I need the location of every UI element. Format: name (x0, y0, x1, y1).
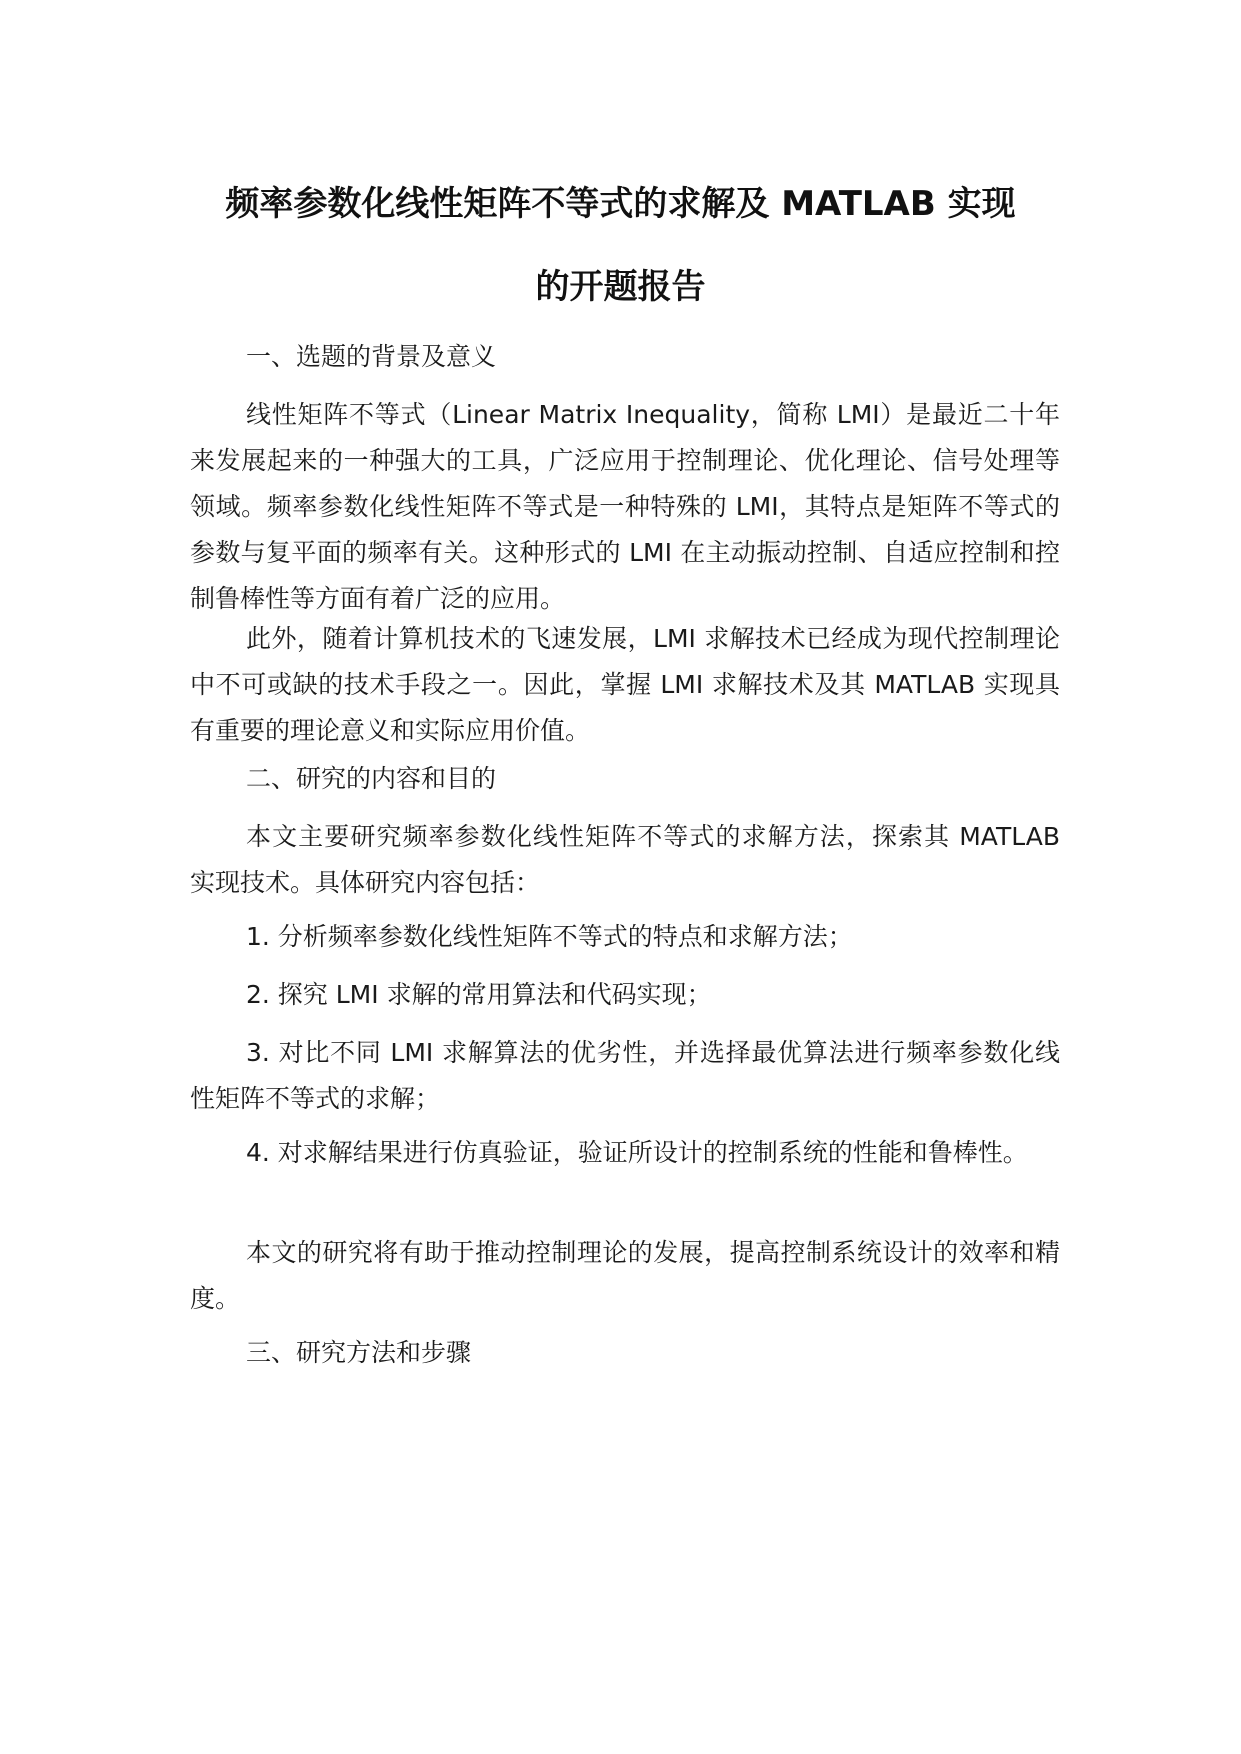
document-title-line1: 频率参数化线性矩阵不等式的求解及 MATLAB 实现 (225, 184, 1016, 224)
list-item-2: 2. 探究 LMI 求解的常用算法和代码实现； (246, 980, 712, 1009)
paragraph-lmi-importance: 此外，随着计算机技术的飞速发展，LMI 求解技术已经成为现代控制理论中不可或缺的技术手段之一。因此，掌握 LMI 求解技术及其 MATLAB 实现具有重要的理论意义和实际应用价值。 (190, 624, 1060, 745)
list-item-3: 3. 对比不同 LMI 求解算法的优劣性，并选择最优算法进行频率参数化线性矩阵不等式的求解； (190, 1038, 1060, 1113)
list-item-4: 4. 对求解结果进行仿真验证，验证所设计的控制系统的性能和鲁棒性。 (246, 1138, 1028, 1167)
paragraph-lmi-intro: 线性矩阵不等式（Linear Matrix Inequality，简称 LMI）是最近二十年来发展起来的一种强大的工具，广泛应用于控制理论、优化理论、信号处理等领域。频率参数化线性矩阵不等式是一种特殊的 LMI，其特点是矩阵不等式的参数与复平面的频率有关。这种形式的 LMI 在主动振动控制、自适应控制和控制鲁棒性等方面有着广泛的应用。 (190, 400, 1060, 613)
list-item-1: 1. 分析频率参数化线性矩阵不等式的特点和求解方法； (246, 922, 853, 951)
section-heading-background: 一、选题的背景及意义 (246, 342, 497, 371)
document-title-line2: 的开题报告 (535, 267, 706, 307)
paragraph-research-significance: 本文的研究将有助于推动控制理论的发展，提高控制系统设计的效率和精度。 (190, 1238, 1060, 1313)
section-heading-content-goals: 二、研究的内容和目的 (246, 764, 497, 793)
section-heading-methods: 三、研究方法和步骤 (246, 1338, 472, 1367)
paragraph-research-scope: 本文主要研究频率参数化线性矩阵不等式的求解方法，探索其 MATLAB 实现技术。具体研究内容包括： (190, 822, 1060, 897)
